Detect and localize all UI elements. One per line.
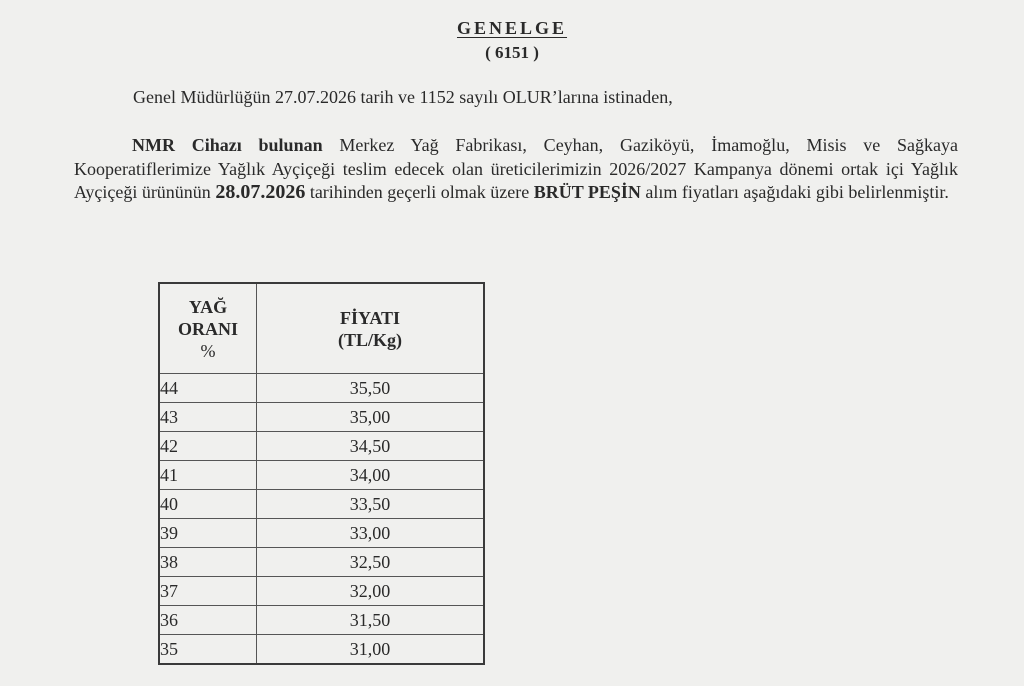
oil-ratio-cell: 39 bbox=[159, 519, 257, 548]
table-row bbox=[159, 432, 484, 461]
price-cell: 34,50 bbox=[257, 432, 485, 461]
percent-symbol: % bbox=[200, 340, 216, 361]
price-header bbox=[257, 283, 485, 374]
body-text-c: alım fiyatları aşağıdaki gibi belirlenmiştir. bbox=[640, 182, 949, 202]
oil-ratio-cell: 38 bbox=[159, 548, 257, 577]
effective-date: 28.07.2026 bbox=[215, 181, 306, 203]
oil-ratio-header-line2: ORANI bbox=[177, 318, 238, 339]
price-header-unit: (TL/Kg) bbox=[337, 329, 402, 350]
document-number: ( 6151 ) bbox=[485, 43, 539, 62]
oil-ratio-cell: 40 bbox=[159, 490, 257, 519]
price-cell: 32,00 bbox=[257, 577, 485, 606]
oil-ratio-cell: 41 bbox=[159, 461, 257, 490]
title-text: GENELGE bbox=[456, 18, 568, 38]
table-row bbox=[159, 548, 484, 577]
table-row bbox=[159, 490, 484, 519]
reference-paragraph: Genel Müdürlüğün 27.07.2026 tarih ve 1152 sayılı OLUR’larına istinaden, bbox=[133, 87, 673, 107]
body-text-a: Merkez Yağ Fabrikası, Ceyhan, Gaziköyü, İmamoğlu, Misis ve Sağkaya Kooperatiflerimize Yağlık Ayçiçeği teslim edecek olan üreticilerimizin 2026/2027 Kampanya dönemi ortak içi Yağlık Ayçiçeği ürününün bbox=[74, 135, 958, 202]
table-row bbox=[159, 635, 484, 665]
table-row bbox=[159, 374, 484, 403]
price-cell: 33,00 bbox=[257, 519, 485, 548]
body-text-b: tarihinden geçerli olmak üzere bbox=[305, 182, 534, 202]
gross-cash-term: BRÜT PEŞİN bbox=[533, 182, 641, 202]
price-table bbox=[158, 282, 485, 665]
oil-ratio-cell: 35 bbox=[159, 635, 257, 665]
document-title bbox=[0, 18, 1024, 39]
oil-ratio-header bbox=[159, 283, 257, 374]
price-cell: 34,00 bbox=[257, 461, 485, 490]
table-row bbox=[159, 519, 484, 548]
table-header-row bbox=[159, 283, 484, 374]
price-cell: 32,50 bbox=[257, 548, 485, 577]
oil-ratio-cell: 43 bbox=[159, 403, 257, 432]
table-row bbox=[159, 606, 484, 635]
oil-ratio-header-line1: YAĞ bbox=[188, 296, 228, 317]
price-header-line1: FİYATI bbox=[339, 307, 401, 328]
body-paragraph bbox=[74, 134, 958, 205]
nmr-device-lead: NMR Cihazı bulunan bbox=[132, 135, 323, 155]
price-cell: 31,00 bbox=[257, 635, 485, 665]
oil-ratio-cell: 36 bbox=[159, 606, 257, 635]
table-row bbox=[159, 577, 484, 606]
price-cell: 31,50 bbox=[257, 606, 485, 635]
oil-ratio-cell: 44 bbox=[159, 374, 257, 403]
table-row bbox=[159, 403, 484, 432]
price-cell: 35,00 bbox=[257, 403, 485, 432]
oil-ratio-cell: 37 bbox=[159, 577, 257, 606]
table-row bbox=[159, 461, 484, 490]
price-cell: 35,50 bbox=[257, 374, 485, 403]
price-cell: 33,50 bbox=[257, 490, 485, 519]
oil-ratio-cell: 42 bbox=[159, 432, 257, 461]
